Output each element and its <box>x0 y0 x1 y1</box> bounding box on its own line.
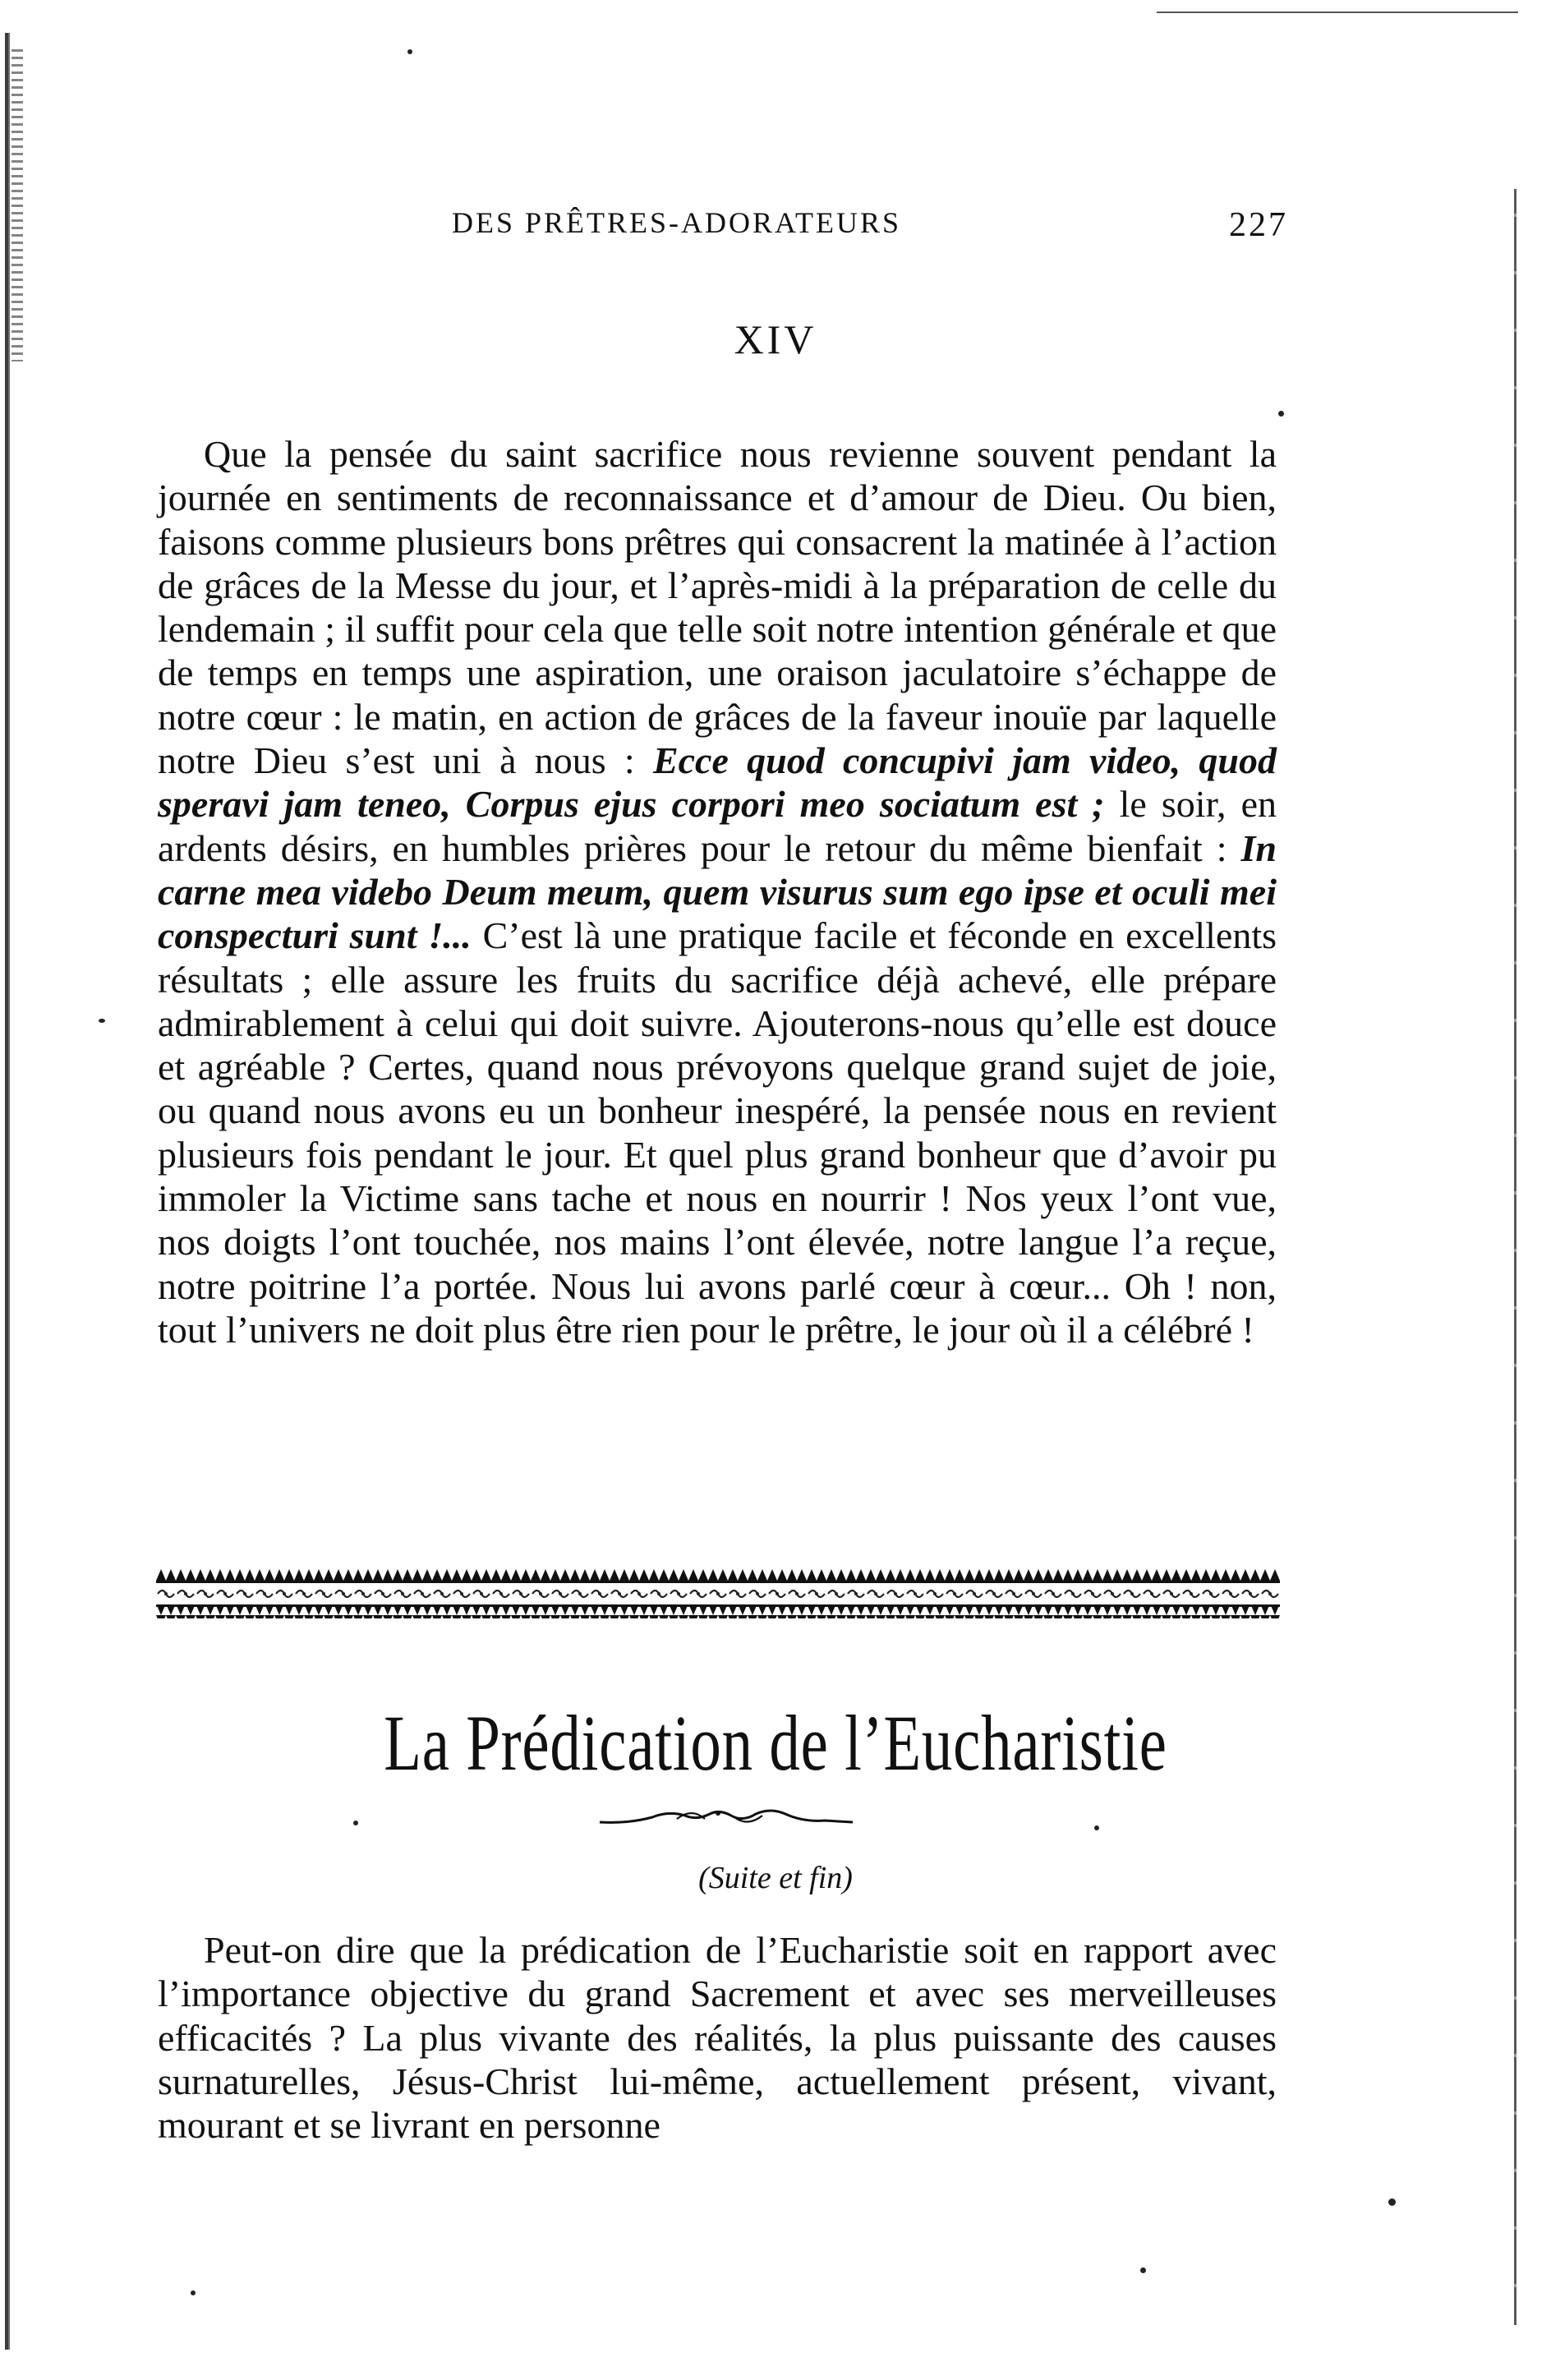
paragraph-1 <box>158 432 1277 1351</box>
paragraph-1-text <box>158 432 1277 1351</box>
print-speck <box>353 1821 358 1825</box>
latin-quote-1: Ecce quod concupivi jam video, quod speravi jam teneo, Corpus ejus corpori meo sociatum est ; <box>158 739 1277 826</box>
latin-quote-2: In carne mea videbo Deum meum, quem visurus sum ego ipse et oculi mei conspecturi sunt !... <box>158 826 1277 957</box>
print-speck <box>1388 2198 1396 2206</box>
section-number: XIV <box>734 316 817 362</box>
print-speck <box>99 1019 105 1023</box>
paragraph-1-part-c: C’est là une pratique facile et féconde en excellents résultats ; elle assure les fruits du sacrifice déjà achevé, elle prépare admirablement à celui qui doit suivre. Ajouterons-nous qu’elle est douce et agréable ? Certes, quand nous prévoyons quelque grand sujet de joie, ou quand nous avons eu un bonheur inespéré, la pensée nous en revient plusieurs fois pendant le jour. Et quel plus grand bonheur que d’avoir pu immoler la Victime sans tache et nous en nourrir ! Nos yeux l’ont vue, nos doigts l’ont touchée, nos mains l’ont élevée, notre langue l’a reçue, notre poitrine l’a portée. Nous lui avons parlé cœur à cœur... Oh ! non, tout l’univers ne doit plus être rien pour le prêtre, le jour où il a célébré ! <box>158 914 1277 1351</box>
paragraph-1-part-b: le soir, en ardents désirs, en humbles prières pour le retour du même bienfait : <box>158 783 1277 869</box>
top-rule <box>1157 12 1518 13</box>
paragraph-2 <box>158 1928 1277 2147</box>
print-speck <box>1278 411 1284 417</box>
article-title: La Prédication de l’Eucharistie <box>384 1699 1167 1787</box>
scan-shadow-left <box>5 33 13 2350</box>
print-speck <box>407 49 412 54</box>
print-speck <box>1140 2267 1146 2273</box>
running-head-title: DES PRÊTRES-ADORATEURS <box>452 206 902 239</box>
paragraph-2-text: Peut-on dire que la prédication de l’Eucharistie soit en rapport avec l’importance objective du grand Sacrement et avec ses merveilleuses efficacités ? La plus vivante des réalités, la plus puissante des causes surnaturelles, Jésus-Christ lui-même, actuellement présent, vivant, mourant et se livrant en personne <box>158 1929 1277 2147</box>
article-subtitle: (Suite et fin) <box>698 1861 853 1895</box>
page-number: 227 <box>1229 206 1288 244</box>
running-head <box>197 205 1288 246</box>
print-speck <box>191 2290 196 2295</box>
print-speck <box>1094 1825 1099 1830</box>
ornamental-divider <box>156 1569 1280 1620</box>
paragraph-1-part-a: Que la pensée du saint sacrifice nous revienne souvent pendant la journée en sentiments de reconnaissance et d’amour de Dieu. Ou bien, faisons comme plusieurs bons prêtres qui consacrent la matinée à l’action de grâces de la Messe du jour, et l’après-midi à la préparation de celle du lendemain ; il suffit pour cela que telle soit notre intention générale et que de temps en temps une aspiration, une oraison jaculatoire s’échappe de notre cœur : le matin, en action de grâces de la faveur inouïe par laquelle notre Dieu s’est uni à nous : <box>158 433 1277 782</box>
scan-shadow-right <box>1514 189 1516 2325</box>
scan-noise-left <box>12 49 23 361</box>
flourish-ornament <box>595 1806 858 1830</box>
